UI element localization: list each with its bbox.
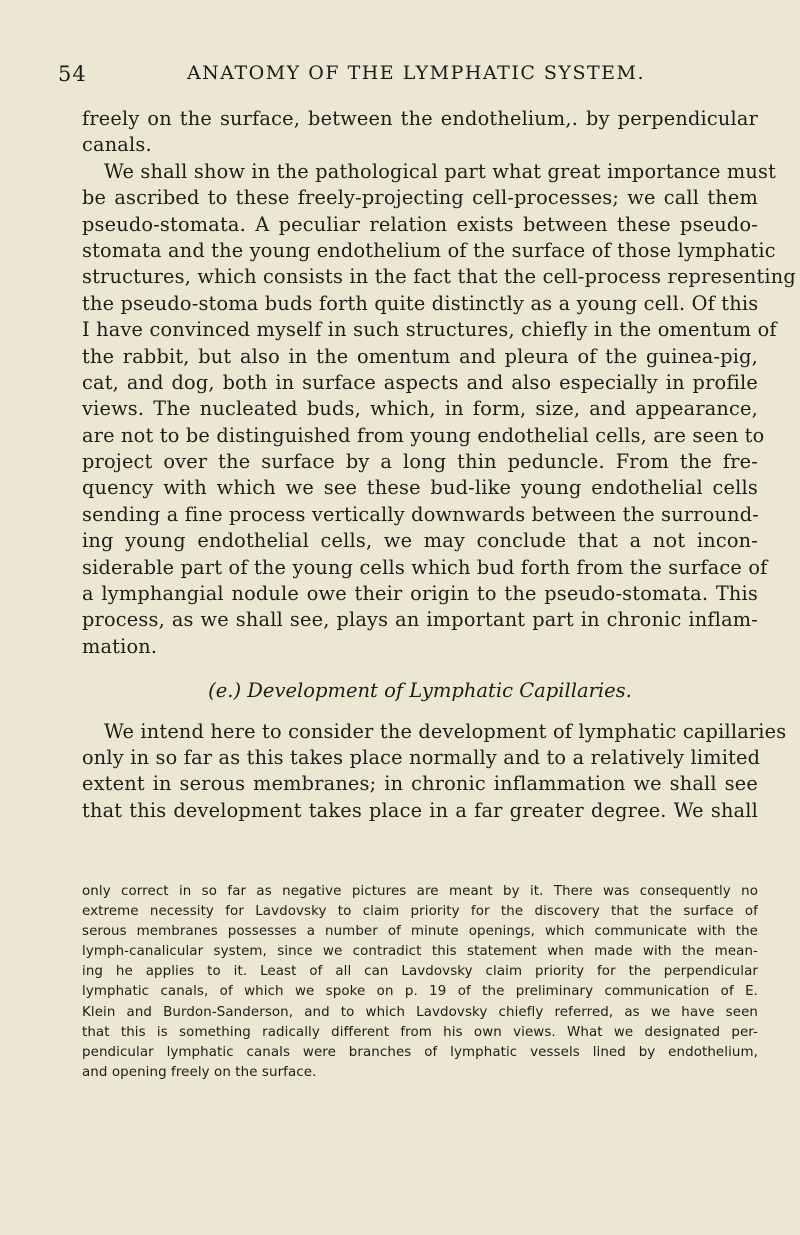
text-line: the rabbit, but also in the omentum and pleura of the guinea-pig, <box>82 344 758 368</box>
text-line: extent in serous membranes; in chronic inflammation we shall see <box>82 772 758 796</box>
footnote-line: that this is something radically different from his own views. What we designated per- <box>82 1024 758 1040</box>
paragraph-1 <box>82 106 758 159</box>
text-line: ing young endothelial cells, we may conclude that a not incon- <box>82 529 758 553</box>
section-heading <box>82 678 758 704</box>
main-text <box>82 106 796 824</box>
text-line: stomata and the young endothelium of the surface of those lymphatic <box>82 238 776 262</box>
footnote-line: pendicular lymphatic canals were branches of lymphatic vessels lined by endothelium, <box>82 1044 758 1060</box>
text-line: cat, and dog, both in surface aspects and also especially in profile <box>82 370 758 394</box>
text-line: We shall show in the pathological part what great importance must <box>104 159 777 183</box>
text-line: views. The nucleated buds, which, in form, size, and appearance, <box>82 397 758 421</box>
text-line: We intend here to consider the development of lymphatic capillaries <box>104 719 787 743</box>
text-line: the pseudo-stoma buds forth quite distinctly as a young cell. Of this <box>82 291 759 315</box>
text-line: pseudo-stomata. A peculiar relation exists between these pseudo- <box>82 212 758 236</box>
footnote-line: ing he applies to it. Least of all can Lavdovsky claim priority for the perpendicular <box>82 964 758 980</box>
text-line: canals. <box>82 133 152 157</box>
text-line: project over the surface by a long thin peduncle. From the fre- <box>82 450 758 474</box>
paragraph-3 <box>82 719 787 825</box>
paragraph-2 <box>82 159 796 660</box>
page-number: 54 <box>58 62 87 86</box>
text-line: are not to be distinguished from young endothelial cells, are seen to <box>82 423 765 447</box>
text-line: be ascribed to these freely-projecting cell-processes; we call them <box>82 186 758 210</box>
text-line: I have convinced myself in such structures, chiefly in the omentum of <box>82 318 777 342</box>
text-line: freely on the surface, between the endothelium,. by perpendicular <box>82 107 758 130</box>
running-head <box>58 62 774 92</box>
section-title: Development of Lymphatic Capillaries. <box>247 679 632 703</box>
footnote-line: only correct in so far as negative pictures are meant by it. There was consequently no <box>82 884 758 899</box>
text-line: quency with which we see these bud-like young endothelial cells <box>82 476 758 500</box>
text-line: only in so far as this takes place normally and to a relatively limited <box>82 745 761 769</box>
footnote-line: serous membranes possesses a number of minute openings, which communicate with the <box>82 924 758 940</box>
text-line: process, as we shall see, plays an important part in chronic inflam- <box>82 608 758 632</box>
running-title: ANATOMY OF THE LYMPHATIC SYSTEM. <box>186 62 646 84</box>
text-line: sending a fine process vertically downwards between the surround- <box>82 502 759 526</box>
footnote <box>82 882 758 1083</box>
text-line: that this development takes place in a far greater degree. We shall <box>82 798 758 822</box>
footnote-line: lymph-canalicular system, since we contradict this statement when made with the mean- <box>82 944 758 960</box>
text-line: a lymphangial nodule owe their origin to the pseudo-stomata. This <box>82 582 758 606</box>
text-line: mation. <box>82 634 158 658</box>
text-line: siderable part of the young cells which bud forth from the surface of <box>82 555 768 579</box>
footnote-line: and opening freely on the surface. <box>82 1064 317 1080</box>
text-line: structures, which consists in the fact that the cell-process representing <box>82 265 796 289</box>
section-marker: (e.) <box>208 679 242 703</box>
footnote-line: Klein and Burdon-Sanderson, and to which Lavdovsky chiefly referred, as we have seen <box>82 1004 758 1020</box>
footnote-line: lymphatic canals, of which we spoke on p. 19 of the preliminary communication of E. <box>82 984 758 1000</box>
footnote-line: extreme necessity for Lavdovsky to claim priority for the discovery that the surface of <box>82 904 758 920</box>
